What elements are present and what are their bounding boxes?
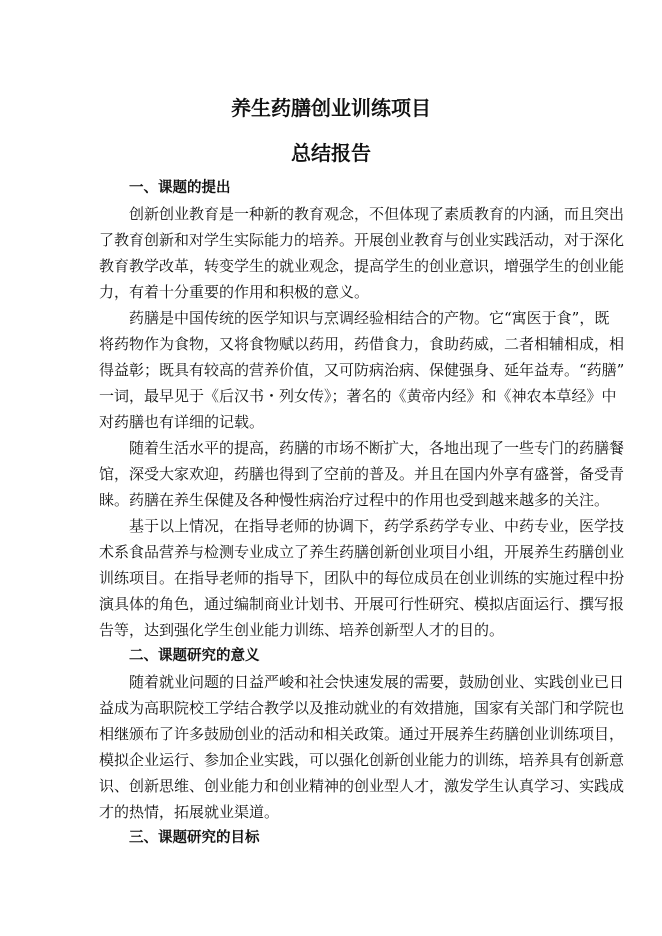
paragraph-line: 力，有着十分重要的作用和积极的意义。 <box>99 283 370 301</box>
paragraph-line: 得益彰；既具有较高的营养价值，又可防病治病、保健强身、延年益寿。“药膳” <box>99 361 625 379</box>
paragraph-line: 将药物作为食物，又将食物赋以药用，药借食力，食助药威，二者相辅相成，相 <box>99 335 625 353</box>
paragraph <box>99 513 625 643</box>
paragraph <box>99 435 625 513</box>
section-heading: 一、课题的提出 <box>129 180 231 196</box>
paragraph-line: 随着就业问题的日益严峻和社会快速发展的需要，鼓励创业、实践创业已日 <box>129 673 625 691</box>
paragraph-line: 了教育创新和对学生实际能力的培养。开展创业教育与创业实践活动，对于深化 <box>99 231 625 249</box>
paragraph-line: 教育教学改革，转变学生的就业观念，提高学生的创业意识，增强学生的创业能 <box>99 257 625 275</box>
paragraph-line: 馆，深受大家欢迎，药膳也得到了空前的普及。并且在国内外享有盛誉，备受青 <box>99 465 625 483</box>
paragraph-line: 基于以上情况，在指导老师的协调下，药学系药学专业、中药专业，医学技 <box>129 517 625 535</box>
paragraph-line: 一词，最早见于《后汉书・列女传》；著名的《黄帝内经》和《神农本草经》中 <box>99 387 617 405</box>
paragraph-line: 术系食品营养与检测专业成立了养生药膳创新创业项目小组，开展养生药膳创业 <box>99 543 625 561</box>
paragraph <box>99 305 625 435</box>
document-title: 养生药膳创业训练项目 <box>231 96 431 120</box>
section-heading: 三、课题研究的目标 <box>129 830 260 846</box>
paragraph-line: 创新创业教育是一种新的教育观念，不但体现了素质教育的内涵，而且突出 <box>129 205 625 223</box>
paragraph-line: 演具体的角色，通过编制商业计划书、开展可行性研究、模拟店面运行、撰写报 <box>99 595 625 613</box>
section-heading: 二、课题研究的意义 <box>129 648 260 664</box>
document-subtitle: 总结报告 <box>291 141 371 165</box>
document-body <box>99 175 625 851</box>
paragraph-line: 随着生活水平的提高，药膳的市场不断扩大，各地出现了一些专门的药膳餐 <box>129 439 625 457</box>
paragraph-line: 药膳是中国传统的医学知识与烹调经验相结合的产物。它“寓医于食”，既 <box>129 309 610 327</box>
paragraph <box>99 201 625 305</box>
paragraph-line: 训练项目。在指导老师的指导下，团队中的每位成员在创业训练的实施过程中扮 <box>99 569 625 587</box>
paragraph-line: 才的热情，拓展就业渠道。 <box>99 803 280 821</box>
paragraph <box>99 669 625 825</box>
paragraph-line: 对药膳也有详细的记载。 <box>99 413 265 431</box>
paragraph-line: 益成为高职院校工学结合教学以及推动就业的有效措施，国家有关部门和学院也 <box>99 699 625 717</box>
paragraph-line: 识、创新思维、创业能力和创业精神的创业型人才，激发学生认真学习、实践成 <box>99 777 625 795</box>
paragraph-line: 告等，达到强化学生创业能力训练、培养创新型人才的目的。 <box>99 621 505 639</box>
paragraph-line: 睐。药膳在养生保健及各种慢性病治疗过程中的作用也受到越来越多的关注。 <box>99 491 610 509</box>
paragraph-line: 相继颁布了许多鼓励创业的活动和相关政策。通过开展养生药膳创业训练项目， <box>99 725 625 743</box>
paragraph-line: 模拟企业运行、参加企业实践，可以强化创新创业能力的训练，培养具有创新意 <box>99 751 625 769</box>
